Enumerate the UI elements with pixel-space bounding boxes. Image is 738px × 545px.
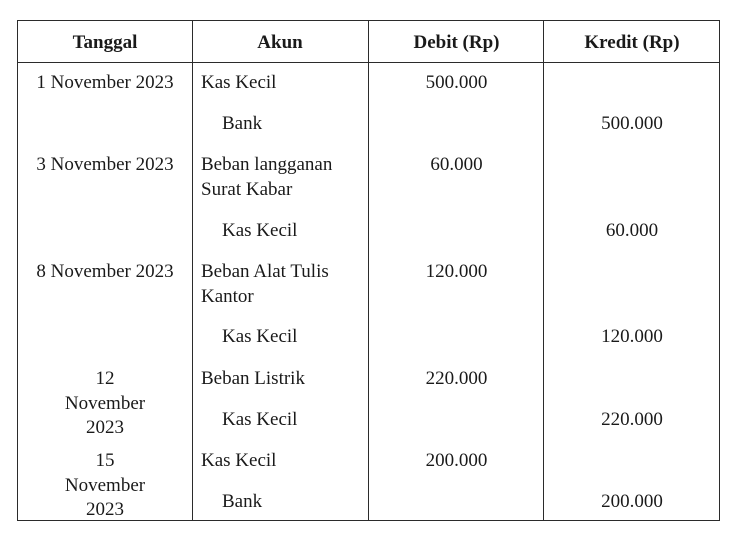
debit-amount: 200.000	[425, 450, 488, 471]
header-akun: Akun	[257, 32, 303, 53]
column-divider	[192, 21, 193, 520]
entry-date: 12 November 2023	[64, 368, 146, 438]
header-debit: Debit (Rp)	[413, 32, 500, 53]
debit-amount: 220.000	[425, 368, 488, 389]
debit-amount: 500.000	[425, 72, 488, 93]
debit-amount: 60.000	[430, 154, 483, 175]
credit-account: Bank	[222, 491, 263, 512]
credit-account: Kas Kecil	[222, 409, 298, 430]
entry-date: 1 November 2023	[36, 72, 174, 93]
journal-table	[17, 20, 720, 521]
credit-account: Bank	[222, 113, 263, 134]
debit-account: Kas Kecil	[201, 450, 277, 471]
credit-amount: 60.000	[605, 220, 659, 241]
credit-amount: 220.000	[601, 409, 663, 430]
debit-account: Beban Alat Tulis Kantor	[201, 261, 329, 307]
header-kredit: Kredit (Rp)	[584, 32, 680, 53]
debit-account: Beban langganan Surat Kabar	[201, 154, 333, 200]
credit-account: Kas Kecil	[222, 326, 298, 347]
entry-date: 3 November 2023	[36, 154, 174, 175]
header-tanggal: Tanggal	[72, 32, 138, 53]
entry-date: 8 November 2023	[36, 261, 174, 282]
credit-amount: 200.000	[601, 491, 663, 512]
credit-amount: 500.000	[601, 113, 663, 134]
header-divider	[18, 62, 719, 63]
debit-account: Kas Kecil	[201, 72, 277, 93]
entry-date: 15 November 2023	[64, 450, 146, 520]
debit-account: Beban Listrik	[201, 368, 305, 389]
credit-amount: 120.000	[601, 326, 663, 347]
credit-account: Kas Kecil	[222, 220, 298, 241]
debit-amount: 120.000	[425, 261, 488, 282]
